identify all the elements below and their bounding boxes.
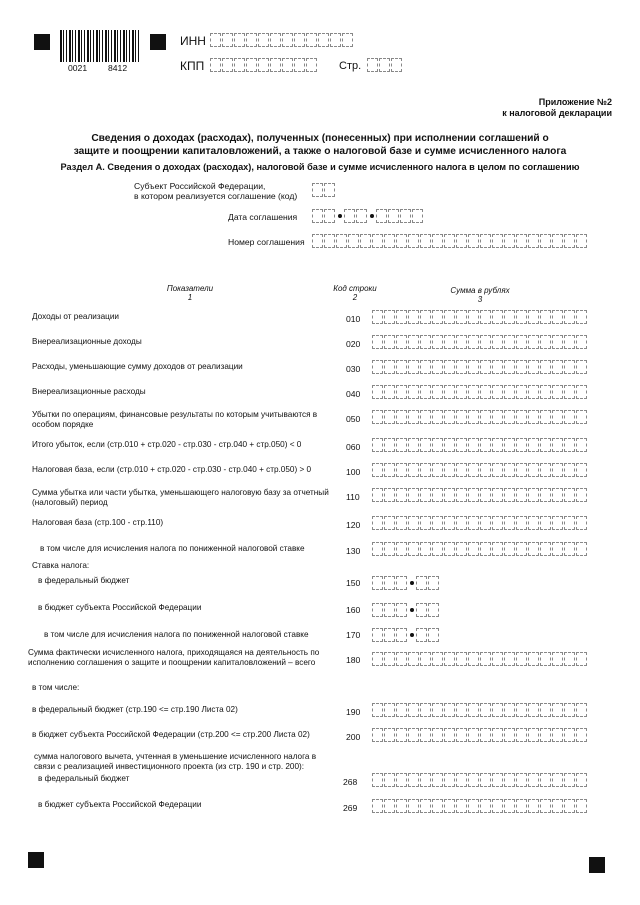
page-cells[interactable] <box>367 58 403 72</box>
row-label: в том числе для исчисления налога по пониженной налоговой ставке <box>40 544 305 553</box>
row-label: в бюджет субъекта Российской Федерации <box>38 603 202 612</box>
col1-number: 1 <box>187 293 193 302</box>
section-title: Раздел А. Сведения о доходах (расходах), налоговой базе и сумме исчисленного налога в целом по соглашению <box>60 162 580 172</box>
amount-cells[interactable] <box>372 703 588 717</box>
row-label: Внереализационные доходы <box>32 337 142 346</box>
amount-cells[interactable] <box>372 652 588 666</box>
agreement-date-label: Дата соглашения <box>228 212 298 222</box>
corner-marker-top-left <box>34 34 50 50</box>
amount-cells[interactable] <box>372 335 588 349</box>
row-code: 060 <box>346 442 361 452</box>
row-code: 130 <box>346 546 361 556</box>
inn-label: ИНН <box>180 34 206 48</box>
amount-cells[interactable] <box>372 360 588 374</box>
row-label: Доходы от реализации <box>32 312 119 321</box>
amount-cells[interactable] <box>372 310 588 324</box>
deduction-heading: сумма налогового вычета, учтенная в уменьшение исчисленного налога в связи с реализацией инвестиционного проекта (из стр. 190 и стр. 200): <box>34 752 317 771</box>
kpp-cells[interactable] <box>210 58 318 72</box>
row-code: 170 <box>346 630 361 640</box>
agreement-number-label: Номер соглашения <box>228 237 305 247</box>
row-label: Убытки по операциям, финансовые результаты по которым учитываются в особом порядке <box>32 410 318 429</box>
tax-rate-heading: Ставка налога: <box>32 561 90 570</box>
barcode <box>60 30 140 62</box>
row-code: 100 <box>346 467 361 477</box>
amount-cells[interactable] <box>372 516 588 530</box>
amount-cells[interactable] <box>372 728 588 742</box>
row-label: Сумма убытка или части убытка, уменьшающего налоговую базу за отчетный (налоговый) период <box>32 488 329 507</box>
amount-cells[interactable] <box>372 385 588 399</box>
barcode-number-right: 8412 <box>108 63 128 73</box>
corner-marker-bottom-left <box>28 852 44 868</box>
agreement-number-cells[interactable] <box>312 234 588 248</box>
row-code: 180 <box>346 655 361 665</box>
row-code: 040 <box>346 389 361 399</box>
kpp-label: КПП <box>180 59 205 73</box>
row-label: Сумма фактически исчисленного налога, приходящаяся на деятельность по исполнению соглашения о защите и поощрении капиталовложений – всего <box>28 648 320 667</box>
amount-cells[interactable] <box>372 799 588 813</box>
row-label: в федеральный бюджет <box>38 576 130 585</box>
row-label: в бюджет субъекта Российской Федерации <box>38 800 202 809</box>
row-label: Налоговая база, если (стр.010 + стр.020 - стр.030 - стр.040 + стр.050) > 0 <box>32 465 312 474</box>
row-code: 160 <box>346 605 361 615</box>
appendix-line1: Приложение №2 <box>538 97 612 107</box>
corner-marker-bottom-right <box>589 857 605 873</box>
col3-header: Сумма в рублях <box>450 286 510 295</box>
corner-marker-top-mid <box>150 34 166 50</box>
amount-cells[interactable] <box>372 542 588 556</box>
page-label: Стр. <box>339 60 362 72</box>
amount-cells[interactable] <box>372 463 588 477</box>
row-label: в бюджет субъекта Российской Федерации (стр.200 <= стр.200 Листа 02) <box>32 730 310 739</box>
row-label: Внереализационные расходы <box>32 387 146 396</box>
row-label: Налоговая база (стр.100 - стр.110) <box>32 518 164 527</box>
rate-cells[interactable] <box>372 576 440 590</box>
subject-label-1: Субъект Российской Федерации, <box>134 181 266 191</box>
col1-header: Показатели <box>166 284 214 293</box>
subject-code-cells[interactable] <box>312 183 336 197</box>
inn-cells[interactable] <box>210 33 354 47</box>
title-line2: защите и поощрении капиталовложений, а также о налоговой базе и сумме исчисленного налога <box>73 146 567 157</box>
row-label: Расходы, уменьшающие сумму доходов от реализации <box>32 362 243 371</box>
row-code: 010 <box>346 314 361 324</box>
row-code: 110 <box>346 492 360 502</box>
row-code: 050 <box>346 414 361 424</box>
row-code: 190 <box>346 707 361 717</box>
row-label: в федеральный бюджет (стр.190 <= стр.190 Листа 02) <box>32 705 238 714</box>
row-code: 030 <box>346 364 361 374</box>
subject-label-2: в котором реализуется соглашение (код) <box>134 191 298 201</box>
row-code: 120 <box>346 520 361 530</box>
row-label: в том числе для исчисления налога по пониженной налоговой ставке <box>44 630 309 639</box>
row-label: в федеральный бюджет <box>38 774 130 783</box>
rate-cells[interactable] <box>372 603 440 617</box>
appendix-line2: к налоговой декларации <box>502 108 612 118</box>
barcode-number-left: 0021 <box>68 63 88 73</box>
col2-header: Код строки <box>333 284 377 293</box>
amount-cells[interactable] <box>372 488 588 502</box>
row-code: 150 <box>346 578 361 588</box>
row-label: Итого убыток, если (стр.010 + стр.020 - стр.030 - стр.040 + стр.050) < 0 <box>32 440 302 449</box>
row-code: 269 <box>343 803 358 813</box>
title-line1: Сведения о доходах (расходах), полученных (понесенных) при исполнении соглашений о <box>91 133 549 144</box>
amount-cells[interactable] <box>372 773 588 787</box>
col2-number: 2 <box>352 293 358 302</box>
col3-number: 3 <box>477 295 483 304</box>
including-heading: в том числе: <box>32 683 80 692</box>
amount-cells[interactable] <box>372 438 588 452</box>
agreement-date-cells[interactable] <box>312 209 424 223</box>
rate-cells[interactable] <box>372 628 440 642</box>
row-code: 268 <box>343 777 358 787</box>
row-code: 020 <box>346 339 361 349</box>
row-code: 200 <box>346 732 361 742</box>
amount-cells[interactable] <box>372 410 588 424</box>
